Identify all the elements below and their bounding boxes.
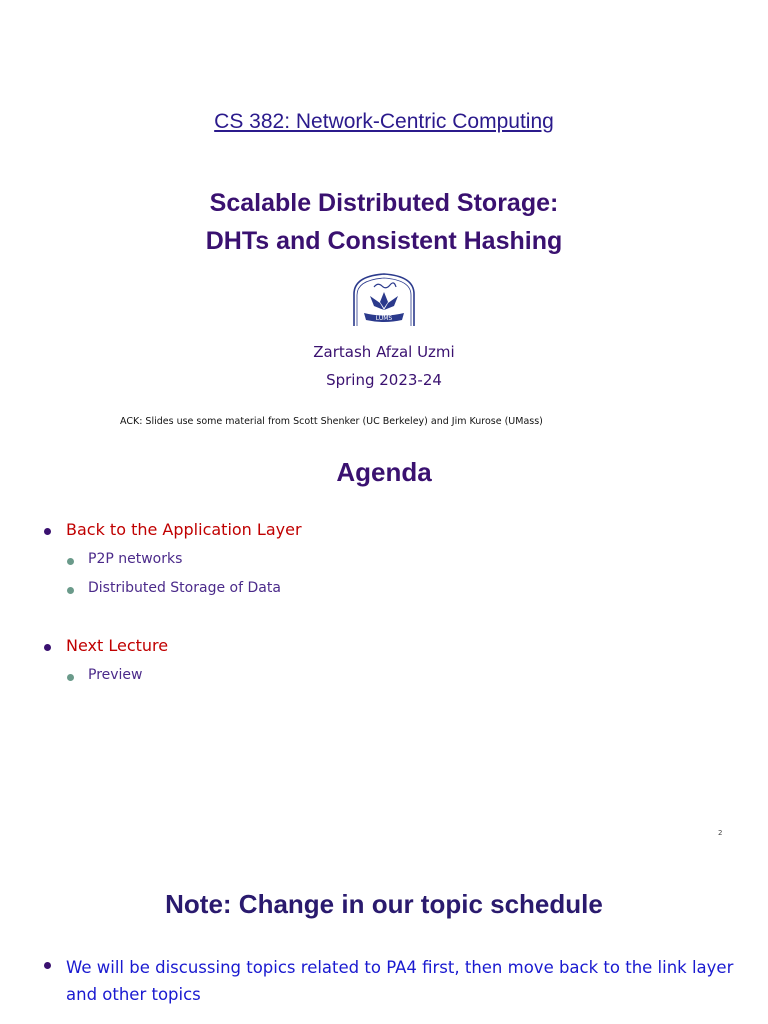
term: Spring 2023-24 xyxy=(326,371,442,389)
bullet-icon xyxy=(44,644,51,651)
sub-bullet-icon xyxy=(67,674,74,681)
sub-bullet-icon xyxy=(67,587,74,594)
lecture-title-line2: DHTs and Consistent Hashing xyxy=(205,227,563,255)
agenda-item: Next Lecture xyxy=(66,636,169,655)
lums-logo xyxy=(348,270,420,330)
sub-bullet-icon xyxy=(67,558,74,565)
agenda-subitem: P2P networks xyxy=(88,551,183,567)
bullet-icon xyxy=(44,528,51,535)
logo-text: LUMS xyxy=(375,315,393,322)
lums-crest-icon xyxy=(348,270,420,330)
agenda-heading: Agenda xyxy=(336,457,432,487)
note-bullet-text: We will be discussing topics related to PA4 first, then move back to the link layer and other topics xyxy=(66,958,734,1004)
acknowledgement: ACK: Slides use some material from Scott Shenker (UC Berkeley) and Jim Kurose (UMass) xyxy=(120,416,543,427)
lecture-title-line1: Scalable Distributed Storage: xyxy=(209,189,559,217)
agenda-subitem: Preview xyxy=(88,667,143,683)
page-number: 2 xyxy=(718,829,723,837)
lecture-title xyxy=(0,184,768,260)
note-heading: Note: Change in our topic schedule xyxy=(165,889,603,919)
course-title: CS 382: Network-Centric Computing xyxy=(214,110,554,133)
agenda-subitem: Distributed Storage of Data xyxy=(88,580,281,596)
author-name: Zartash Afzal Uzmi xyxy=(313,343,455,361)
bullet-icon xyxy=(44,962,51,969)
agenda-item: Back to the Application Layer xyxy=(66,520,302,539)
